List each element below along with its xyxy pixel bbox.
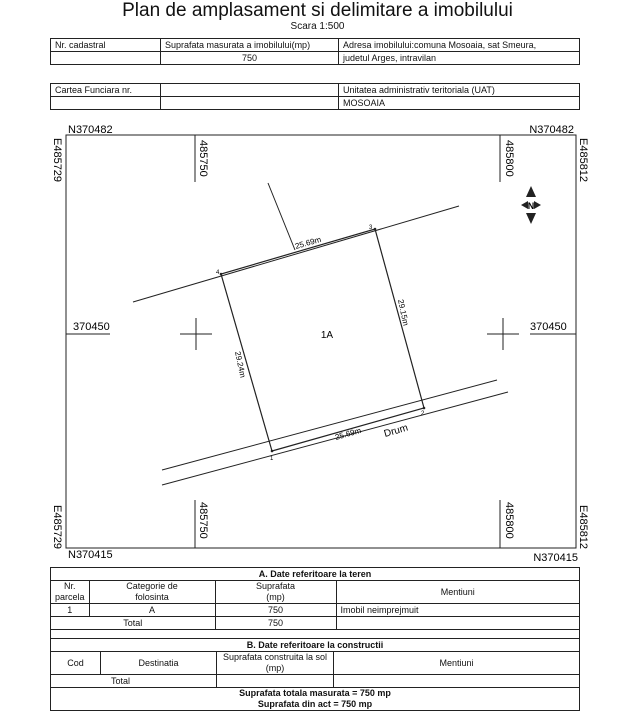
constructii-section-title: B. Date referitoare la constructii [51,639,580,652]
dim-left-label: 29.24m [233,350,248,379]
dim-right-label: 29.15m [396,298,411,327]
grid-e2-bottom-label: 485800 [503,502,515,539]
north-symbol: N [527,201,535,211]
col-mentiuni-b: Mentiuni [334,652,580,675]
total-value: 750 [215,617,336,630]
col-nr: Nr. parcela [51,581,90,604]
grid-e2-top-label: 485800 [503,140,515,177]
col-mentiuni: Mentiuni [336,581,579,604]
cf-label: Cartea Funciara nr. [51,84,161,97]
vertex-4-label: 4 [216,270,220,276]
teren-section-title: A. Date referitoare la teren [51,568,580,581]
e-right-top: E485812 [577,138,589,183]
adresa-line1: Adresa imobilului:comuna Mosoaia, sat Smeura, [339,39,580,52]
table-row [51,604,580,617]
constructii-table [50,628,580,711]
scale-label: Scara 1:500 [290,21,345,32]
vertex-1-label: 1 [270,456,274,462]
e-left-bottom: E485729 [51,505,63,550]
row-categorie: A [89,604,215,617]
nr-cadastral-label: Nr. cadastral [51,39,161,52]
suprafata-din-act: Suprafata din act = 750 mp [257,699,373,709]
row-mentiuni: Imobil neimprejmuit [336,604,579,617]
plan-frame [66,135,576,548]
north-arrow-icon [521,186,541,224]
col-destinatia: Destinatia [101,652,217,675]
teren-table [50,567,580,630]
n-bottom-left: N370415 [68,549,113,561]
vertex-1 [271,450,274,453]
row-suprafata: 750 [215,604,336,617]
total-label: Total [51,617,216,630]
grid-n-right-label: 370450 [530,321,567,333]
dim-bottom-label: 25.69m [334,425,363,442]
page-title: Plan de amplasament si delimitare a imobilului [122,0,513,21]
grid-e1-bottom-label: 485750 [197,502,209,539]
road-edge-top [162,380,497,470]
uat-value: MOSOAIA [339,97,580,110]
col-categorie: Categorie de folosinta [89,581,215,604]
col-cod: Cod [51,652,101,675]
vertex-3 [374,228,377,231]
dim-top-label: 25.69m [294,234,323,251]
vertex-4 [220,273,223,276]
grid-e1-top-label: 485750 [197,140,209,177]
neighbor-line-top [133,206,459,302]
total-masurata: Suprafata totala masurata = 750 mp [239,688,391,698]
n-bottom-right: N370415 [533,552,578,564]
e-right-bottom: E485812 [577,505,589,550]
col-suprafata: Suprafata (mp) [215,581,336,604]
uat-label: Unitatea administrativ teritoriala (UAT) [339,84,580,97]
total-mentiuni-b [334,675,580,688]
suprafata-label: Suprafata masurata a imobilului(mp) [161,39,339,52]
n-top-left: N370482 [68,124,113,136]
col-suprafata-sol: Suprafata construita la sol (mp) [217,652,334,675]
table-row-total [51,675,580,688]
vertex-2 [423,407,426,410]
total-value-b [217,675,334,688]
footer-totals [51,688,580,711]
vertex-3-label: 3 [369,225,373,231]
spacer-row [51,628,580,639]
e-left-top: E485729 [51,138,63,183]
grid-n-left-label: 370450 [73,321,110,333]
total-label-b: Total [51,675,217,688]
road-label: Drum [382,422,410,440]
n-top-right: N370482 [529,124,574,136]
adresa-line2: judetul Arges, intravilan [339,52,580,65]
neighbor-line-boundary [268,183,295,250]
row-nr: 1 [51,604,90,617]
suprafata-value: 750 [161,52,339,65]
parcel-label: 1A [320,330,334,341]
vertex-2-label: 2 [421,411,425,417]
